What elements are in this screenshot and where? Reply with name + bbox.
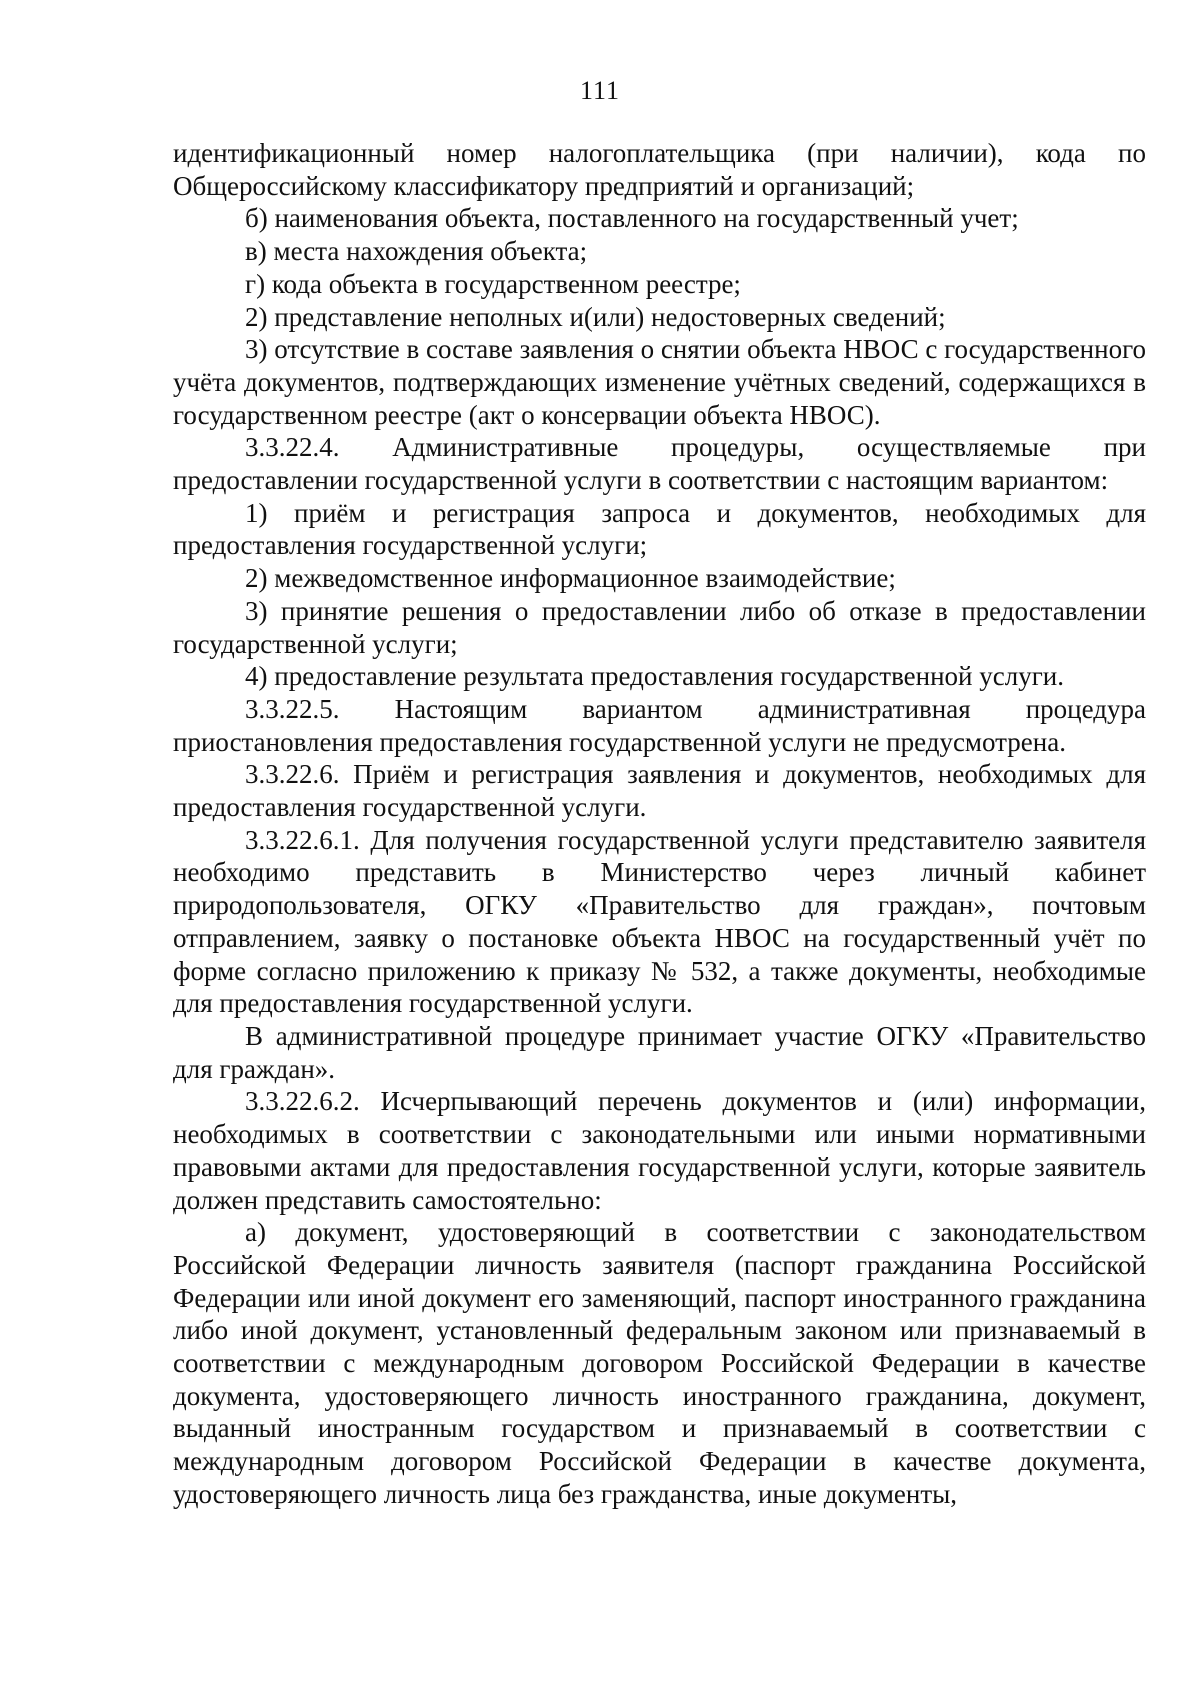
paragraph-procedure-2: 2) межведомственное информационное взаимодействие; <box>245 563 896 594</box>
paragraph-item-3: 3) отсутствие в составе заявления о снятии объекта НВОС с государственного учёта документов, подтверждающих изменение учётных сведений, содержащихся в государственном реестре (акт о консервации объекта НВОС). <box>173 334 1146 430</box>
paragraph-item-g: г) кода объекта в государственном реестре; <box>245 268 741 299</box>
paragraph-section-3-3-22-6-2: 3.3.22.6.2. Исчерпывающий перечень документов и (или) информации, необходимых в соответствии с законодательными или иными нормативными правовыми актами для предоставления государственной услуги, которые заявитель должен представить самостоятельно: <box>173 1086 1146 1215</box>
paragraph-section-3-3-22-6-1: 3.3.22.6.1. Для получения государственной услуги представителю заявителя необходимо представить в Министерство через личный кабинет природопользователя, ОГКУ «Правительство для граждан», почтовым отправлением, заявку о постановке объекта НВОС на государственный учёт по форме согласно приложению к приказу № 532, а также документы, необходимые для предоставления государственной услуги. <box>173 824 1146 1019</box>
paragraph-section-3-3-22-6: 3.3.22.6. Приём и регистрация заявления и документов, необходимых для предоставления государственной услуги. <box>173 759 1146 823</box>
paragraph-item-b: б) наименования объекта, поставленного на государственный учет; <box>245 203 1019 234</box>
paragraph-procedure-1: 1) приём и регистрация запроса и документов, необходимых для предоставления государственной услуги; <box>173 497 1146 561</box>
paragraph-item-2: 2) представление неполных и(или) недостоверных сведений; <box>245 301 946 332</box>
paragraph-section-3-3-22-4: 3.3.22.4. Административные процедуры, осуществляемые при предоставлении государственной услуги в соответствии с настоящим вариантом: <box>173 432 1146 496</box>
paragraph-procedure-3: 3) принятие решения о предоставлении либо об отказе в предоставлении государственной услуги; <box>173 595 1146 659</box>
paragraph-participation: В административной процедуре принимает участие ОГКУ «Правительство для граждан». <box>173 1020 1146 1084</box>
paragraph-item-a: а) документ, удостоверяющий в соответствии с законодательством Российской Федерации личность заявителя (паспорт гражданина Российской Федерации или иной документ его заменяющий, паспорт иностранного гражданина либо иной документ, установленный федеральным законом или признаваемый в соответствии с международным договором Российской Федерации в качестве документа, удостоверяющего личность иностранного гражданина, документ, выданный иностранным государством и признаваемый в соответствии с международным договором Российской Федерации в качестве документа, удостоверяющего личность лица без гражданства, иные документы, <box>173 1217 1146 1509</box>
paragraph-section-3-3-22-5: 3.3.22.5. Настоящим вариантом административная процедура приостановления предоставления государственной услуги не предусмотрена. <box>173 693 1146 757</box>
paragraph-continuation: идентификационный номер налогоплательщика (при наличии), кода по Общероссийскому классификатору предприятий и организаций; <box>173 138 1146 201</box>
document-body <box>173 137 1146 1511</box>
paragraph-procedure-4: 4) предоставление результата предоставления государственной услуги. <box>245 661 1064 692</box>
paragraph-item-v: в) места нахождения объекта; <box>245 236 588 267</box>
page-number: 111 <box>579 76 621 105</box>
